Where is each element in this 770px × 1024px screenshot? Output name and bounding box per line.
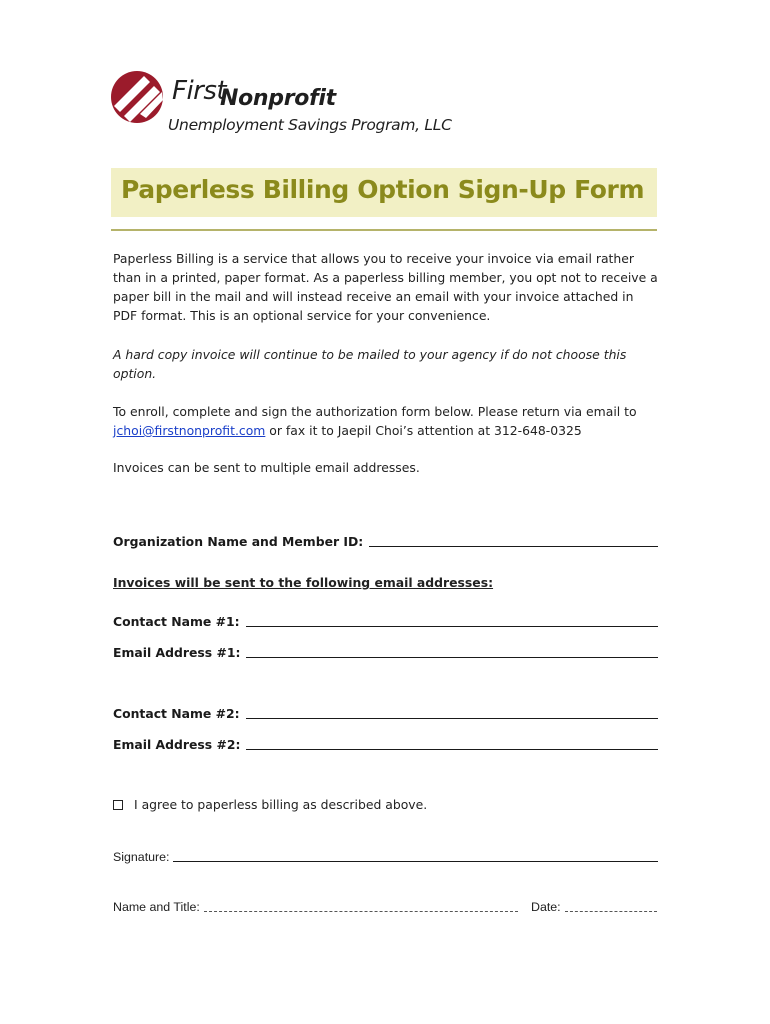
enroll-paragraph [113, 402, 658, 440]
date-field [531, 899, 657, 914]
contact-name-2-input-line[interactable] [246, 706, 658, 719]
org-name-field [113, 534, 658, 549]
signature-field [113, 849, 658, 864]
enroll-text-before: To enroll, complete and sign the authorization form below. Please return via email to [113, 404, 637, 419]
name-title-field [113, 899, 518, 914]
date-label: Date: [531, 900, 561, 914]
date-line[interactable] [565, 899, 657, 912]
logo-mark-icon [110, 70, 166, 128]
name-title-label: Name and Title: [113, 900, 200, 914]
enroll-text-after: or fax it to Jaepil Choi’s attention at 312-648-0325 [265, 423, 582, 438]
logo-first-text: First [172, 76, 227, 106]
logo-subtitle: Unemployment Savings Program, LLC [168, 116, 452, 134]
signature-label: Signature: [113, 850, 170, 864]
contact-name-1-input-line[interactable] [246, 614, 658, 627]
name-title-line[interactable] [204, 899, 518, 912]
signature-line[interactable] [173, 849, 658, 862]
contact-name-1-label: Contact Name #1: [113, 614, 240, 629]
title-banner [111, 168, 657, 217]
contact-name-1-field [113, 614, 658, 629]
org-name-input-line[interactable] [369, 534, 658, 547]
email-address-1-label: Email Address #1: [113, 645, 241, 660]
email-address-1-field [113, 645, 658, 660]
agree-checkbox-row[interactable] [113, 797, 427, 812]
company-logo [110, 68, 452, 140]
email-address-2-label: Email Address #2: [113, 737, 241, 752]
contact-name-2-field [113, 706, 658, 721]
title-divider [111, 229, 657, 231]
logo-nonprofit-text: Nonprofit [220, 86, 336, 111]
email-address-2-field [113, 737, 658, 752]
email-section-heading: Invoices will be sent to the following email addresses: [113, 575, 494, 590]
agree-checkbox[interactable] [113, 800, 123, 810]
email-address-1-input-line[interactable] [246, 645, 658, 658]
agree-label: I agree to paperless billing as described above. [134, 797, 428, 812]
hard-copy-note: A hard copy invoice will continue to be mailed to your agency if do not choose this option. [113, 347, 627, 381]
org-name-label: Organization Name and Member ID: [113, 534, 364, 549]
page-title: Paperless Billing Option Sign-Up Form [121, 175, 645, 204]
contact-email-link[interactable]: jchoi@firstnonprofit.com [113, 423, 266, 438]
email-address-2-input-line[interactable] [246, 737, 658, 750]
contact-name-2-label: Contact Name #2: [113, 706, 240, 721]
intro-paragraph: Paperless Billing is a service that allows you to receive your invoice via email rather than in a printed, paper format. As a paperless billing member, you opt not to receive a paper bill in the mail and will instead receive an email with your invoice attached in PDF format. This is an optional service for your convenience. [113, 251, 658, 323]
multiple-emails-note: Invoices can be sent to multiple email addresses. [113, 460, 420, 475]
